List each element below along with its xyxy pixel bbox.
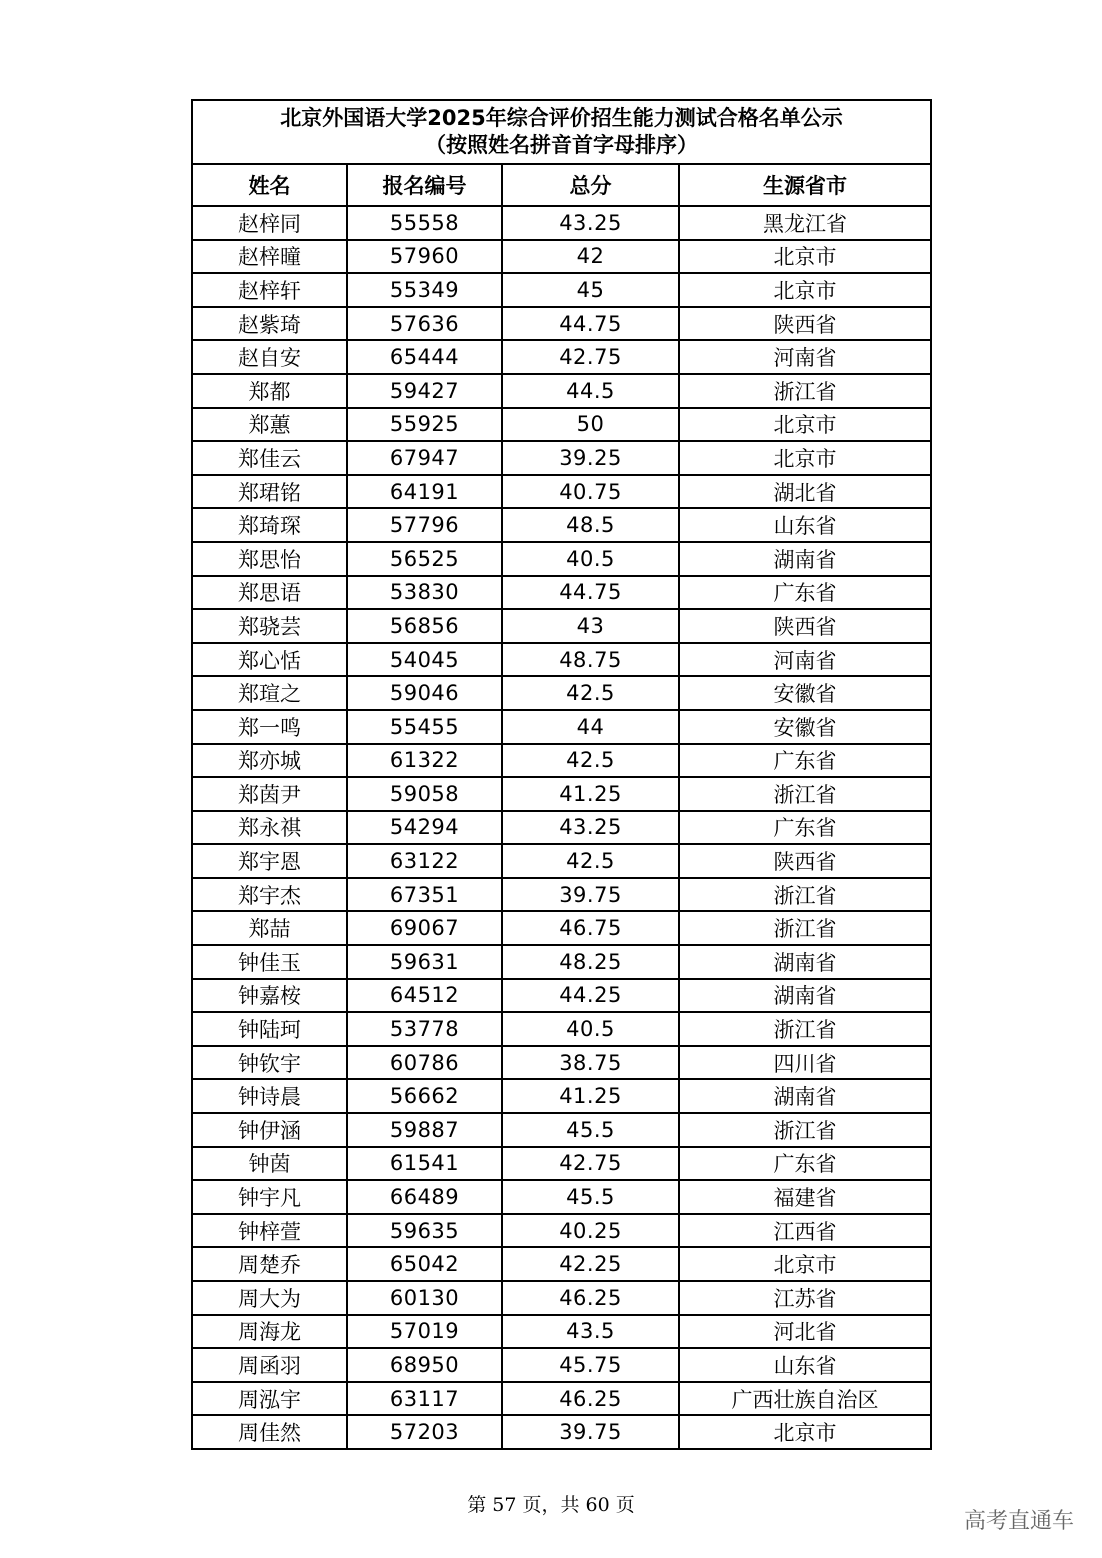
cell-reg-number: 59046: [347, 676, 502, 710]
cell-province: 浙江省: [679, 1113, 931, 1147]
cell-total-score: 48.75: [502, 643, 679, 677]
cell-total-score: 45: [502, 273, 679, 307]
cell-reg-number: 59887: [347, 1113, 502, 1147]
cell-province: 福建省: [679, 1180, 931, 1214]
cell-reg-number: 57203: [347, 1415, 502, 1449]
cell-name: 郑骁芸: [192, 609, 347, 643]
table-row: [192, 576, 931, 610]
column-header-name: 姓名: [192, 164, 347, 206]
cell-reg-number: 55455: [347, 710, 502, 744]
cell-total-score: 44.5: [502, 374, 679, 408]
document-title: 北京外国语大学2025年综合评价招生能力测试合格名单公示: [280, 106, 843, 130]
cell-total-score: 38.75: [502, 1046, 679, 1080]
cell-reg-number: 59427: [347, 374, 502, 408]
cell-reg-number: 63122: [347, 844, 502, 878]
cell-reg-number: 60130: [347, 1281, 502, 1315]
cell-name: 钟宇凡: [192, 1180, 347, 1214]
table-row: [192, 844, 931, 878]
cell-name: 钟佳玉: [192, 945, 347, 979]
cell-reg-number: 53778: [347, 1012, 502, 1046]
cell-reg-number: 59635: [347, 1214, 502, 1248]
table-row: [192, 441, 931, 475]
qualified-list-table: [191, 99, 932, 1450]
cell-reg-number: 53830: [347, 576, 502, 610]
table-row: [192, 744, 931, 778]
cell-reg-number: 55558: [347, 206, 502, 240]
cell-total-score: 42.75: [502, 340, 679, 374]
cell-total-score: 45.5: [502, 1180, 679, 1214]
cell-name: 郑宇恩: [192, 844, 347, 878]
table-row: [192, 408, 931, 442]
cell-province: 河南省: [679, 340, 931, 374]
cell-name: 郑茵尹: [192, 777, 347, 811]
cell-province: 河北省: [679, 1315, 931, 1349]
cell-name: 郑瑄之: [192, 676, 347, 710]
cell-total-score: 46.75: [502, 911, 679, 945]
cell-total-score: 48.25: [502, 945, 679, 979]
table-row: [192, 1348, 931, 1382]
cell-reg-number: 68950: [347, 1348, 502, 1382]
cell-name: 郑亦城: [192, 744, 347, 778]
page-footer: 第 57 页，共 60 页: [467, 1494, 635, 1516]
cell-reg-number: 57636: [347, 307, 502, 341]
table-row: [192, 878, 931, 912]
table-row: [192, 710, 931, 744]
table-row: [192, 273, 931, 307]
cell-province: 黑龙江省: [679, 206, 931, 240]
table-row: [192, 374, 931, 408]
cell-name: 赵紫琦: [192, 307, 347, 341]
watermark-text: 高考直通车: [964, 1509, 1075, 1534]
cell-province: 安徽省: [679, 676, 931, 710]
cell-reg-number: 56525: [347, 542, 502, 576]
cell-total-score: 48.5: [502, 508, 679, 542]
column-header-reg-number: 报名编号: [347, 164, 502, 206]
cell-total-score: 44: [502, 710, 679, 744]
cell-reg-number: 65042: [347, 1247, 502, 1281]
cell-province: 湖南省: [679, 979, 931, 1013]
cell-province: 广东省: [679, 1147, 931, 1181]
cell-reg-number: 61322: [347, 744, 502, 778]
cell-total-score: 50: [502, 408, 679, 442]
cell-province: 浙江省: [679, 911, 931, 945]
cell-province: 四川省: [679, 1046, 931, 1080]
cell-reg-number: 63117: [347, 1382, 502, 1416]
table-row: [192, 1214, 931, 1248]
cell-name: 周楚乔: [192, 1247, 347, 1281]
cell-name: 钟诗晨: [192, 1079, 347, 1113]
cell-reg-number: 57019: [347, 1315, 502, 1349]
cell-province: 北京市: [679, 408, 931, 442]
table-row: [192, 206, 931, 240]
cell-province: 浙江省: [679, 878, 931, 912]
cell-province: 湖南省: [679, 945, 931, 979]
cell-total-score: 39.75: [502, 878, 679, 912]
cell-total-score: 45.5: [502, 1113, 679, 1147]
cell-name: 郑宇杰: [192, 878, 347, 912]
cell-reg-number: 56856: [347, 609, 502, 643]
cell-name: 郑思语: [192, 576, 347, 610]
cell-name: 郑心恬: [192, 643, 347, 677]
cell-name: 钟钦宇: [192, 1046, 347, 1080]
cell-total-score: 42.5: [502, 844, 679, 878]
cell-province: 山东省: [679, 508, 931, 542]
cell-total-score: 39.25: [502, 441, 679, 475]
document-subtitle: （按照姓名拼音首字母排序）: [425, 133, 698, 157]
cell-reg-number: 60786: [347, 1046, 502, 1080]
cell-reg-number: 67947: [347, 441, 502, 475]
cell-name: 周佳然: [192, 1415, 347, 1449]
cell-total-score: 42.5: [502, 676, 679, 710]
table-row: [192, 609, 931, 643]
cell-province: 北京市: [679, 240, 931, 274]
table-row: [192, 811, 931, 845]
cell-reg-number: 54045: [347, 643, 502, 677]
cell-reg-number: 57796: [347, 508, 502, 542]
cell-total-score: 40.75: [502, 475, 679, 509]
cell-name: 赵梓曈: [192, 240, 347, 274]
table-row: [192, 1415, 931, 1449]
cell-name: 周泓宇: [192, 1382, 347, 1416]
cell-reg-number: 64512: [347, 979, 502, 1013]
column-header-total-score: 总分: [502, 164, 679, 206]
cell-reg-number: 61541: [347, 1147, 502, 1181]
cell-name: 郑思怡: [192, 542, 347, 576]
cell-total-score: 44.75: [502, 576, 679, 610]
cell-name: 周海龙: [192, 1315, 347, 1349]
cell-province: 湖南省: [679, 542, 931, 576]
cell-total-score: 43.25: [502, 811, 679, 845]
cell-name: 郑都: [192, 374, 347, 408]
table-row: [192, 307, 931, 341]
cell-reg-number: 55925: [347, 408, 502, 442]
cell-reg-number: 54294: [347, 811, 502, 845]
cell-name: 郑琦琛: [192, 508, 347, 542]
cell-name: 郑佳云: [192, 441, 347, 475]
cell-province: 陕西省: [679, 844, 931, 878]
cell-name: 郑蕙: [192, 408, 347, 442]
cell-province: 广西壮族自治区: [679, 1382, 931, 1416]
table-row: [192, 240, 931, 274]
cell-total-score: 42.5: [502, 744, 679, 778]
cell-province: 浙江省: [679, 777, 931, 811]
cell-total-score: 40.5: [502, 542, 679, 576]
table-row: [192, 1012, 931, 1046]
cell-total-score: 41.25: [502, 1079, 679, 1113]
cell-total-score: 43: [502, 609, 679, 643]
cell-total-score: 45.75: [502, 1348, 679, 1382]
cell-total-score: 40.25: [502, 1214, 679, 1248]
cell-name: 钟伊涵: [192, 1113, 347, 1147]
cell-province: 浙江省: [679, 374, 931, 408]
cell-reg-number: 55349: [347, 273, 502, 307]
table-row: [192, 1281, 931, 1315]
table-row: [192, 945, 931, 979]
table-row: [192, 1247, 931, 1281]
cell-total-score: 44.75: [502, 307, 679, 341]
cell-reg-number: 65444: [347, 340, 502, 374]
cell-province: 江西省: [679, 1214, 931, 1248]
cell-total-score: 42: [502, 240, 679, 274]
cell-reg-number: 69067: [347, 911, 502, 945]
cell-name: 郑一鸣: [192, 710, 347, 744]
cell-province: 山东省: [679, 1348, 931, 1382]
cell-province: 广东省: [679, 744, 931, 778]
table-row: [192, 643, 931, 677]
table-row: [192, 1046, 931, 1080]
cell-total-score: 41.25: [502, 777, 679, 811]
cell-total-score: 43.25: [502, 206, 679, 240]
cell-name: 钟梓萱: [192, 1214, 347, 1248]
cell-reg-number: 57960: [347, 240, 502, 274]
column-header-province: 生源省市: [679, 164, 931, 206]
cell-reg-number: 67351: [347, 878, 502, 912]
cell-province: 湖北省: [679, 475, 931, 509]
cell-name: 赵梓同: [192, 206, 347, 240]
cell-total-score: 42.25: [502, 1247, 679, 1281]
cell-province: 陕西省: [679, 609, 931, 643]
cell-name: 赵自安: [192, 340, 347, 374]
table-row: [192, 508, 931, 542]
table-row: [192, 777, 931, 811]
cell-total-score: 43.5: [502, 1315, 679, 1349]
table-row: [192, 1113, 931, 1147]
cell-name: 赵梓轩: [192, 273, 347, 307]
table-row: [192, 1180, 931, 1214]
cell-reg-number: 59058: [347, 777, 502, 811]
cell-province: 安徽省: [679, 710, 931, 744]
cell-province: 北京市: [679, 441, 931, 475]
table-row: [192, 979, 931, 1013]
table-row: [192, 1147, 931, 1181]
cell-province: 陕西省: [679, 307, 931, 341]
cell-province: 湖南省: [679, 1079, 931, 1113]
cell-name: 郑永祺: [192, 811, 347, 845]
cell-total-score: 40.5: [502, 1012, 679, 1046]
column-header-row: [192, 164, 931, 206]
table-row: [192, 911, 931, 945]
cell-total-score: 39.75: [502, 1415, 679, 1449]
table-row: [192, 340, 931, 374]
cell-province: 江苏省: [679, 1281, 931, 1315]
table-row: [192, 676, 931, 710]
cell-province: 浙江省: [679, 1012, 931, 1046]
cell-name: 钟嘉桉: [192, 979, 347, 1013]
cell-total-score: 44.25: [502, 979, 679, 1013]
table-row: [192, 475, 931, 509]
cell-reg-number: 56662: [347, 1079, 502, 1113]
cell-total-score: 46.25: [502, 1281, 679, 1315]
cell-reg-number: 59631: [347, 945, 502, 979]
table-body: [192, 206, 931, 1449]
cell-province: 北京市: [679, 1247, 931, 1281]
cell-name: 周函羽: [192, 1348, 347, 1382]
cell-name: 钟茵: [192, 1147, 347, 1181]
cell-reg-number: 64191: [347, 475, 502, 509]
cell-name: 郑喆: [192, 911, 347, 945]
table-row: [192, 1382, 931, 1416]
cell-reg-number: 66489: [347, 1180, 502, 1214]
table-row: [192, 542, 931, 576]
cell-province: 广东省: [679, 811, 931, 845]
table-title-cell: [192, 100, 931, 164]
cell-province: 广东省: [679, 576, 931, 610]
cell-name: 周大为: [192, 1281, 347, 1315]
cell-province: 北京市: [679, 1415, 931, 1449]
cell-name: 钟陆珂: [192, 1012, 347, 1046]
table-row: [192, 1315, 931, 1349]
cell-total-score: 46.25: [502, 1382, 679, 1416]
table-row: [192, 1079, 931, 1113]
cell-province: 北京市: [679, 273, 931, 307]
cell-province: 河南省: [679, 643, 931, 677]
cell-name: 郑珺铭: [192, 475, 347, 509]
cell-total-score: 42.75: [502, 1147, 679, 1181]
